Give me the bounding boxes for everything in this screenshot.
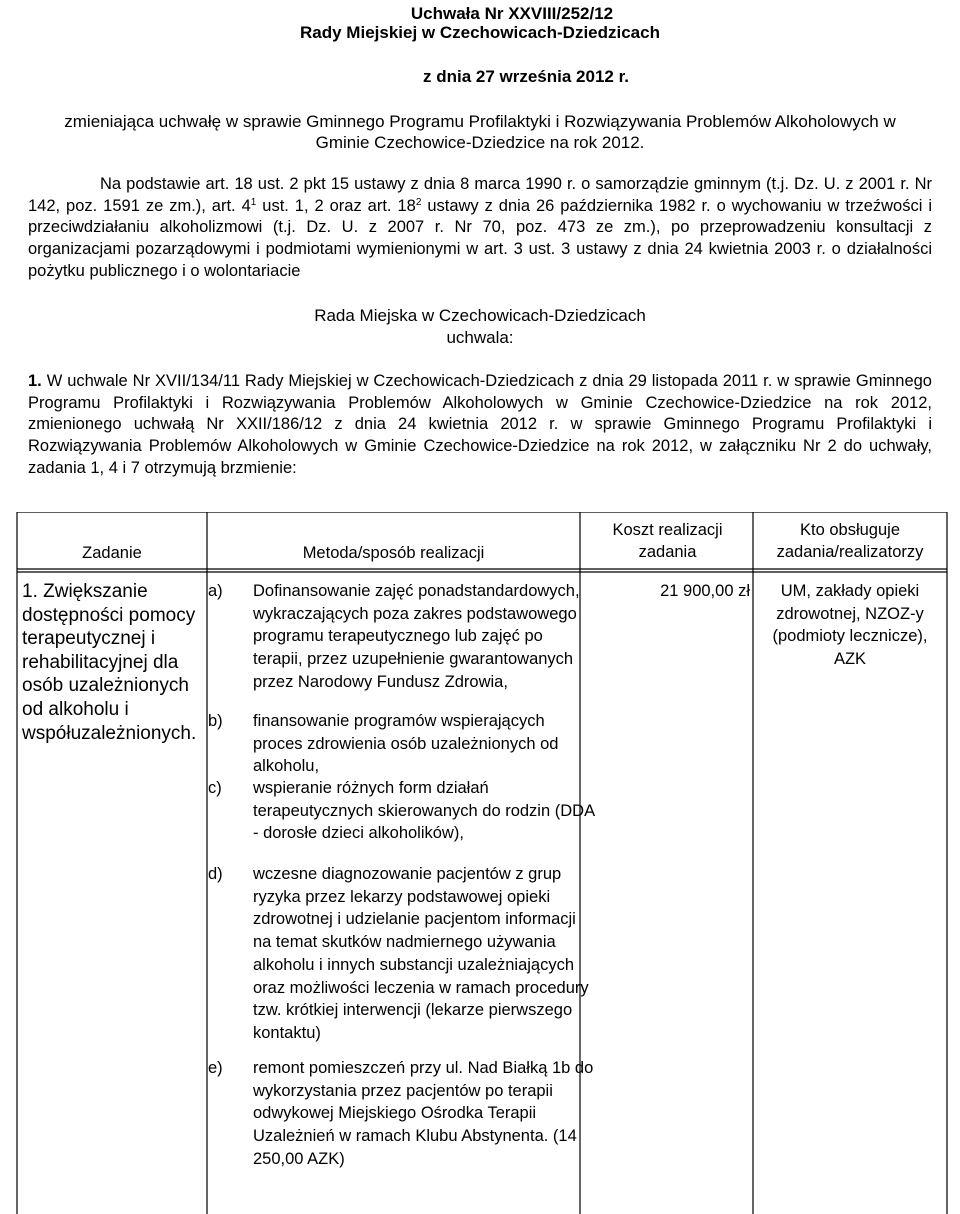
item-letter-e: e) xyxy=(208,1059,223,1077)
council-name: Rada Miejska w Czechowicach-Dziedzicach xyxy=(314,306,646,325)
council-line: Rady Miejskiej w Czechowicach-Dziedzicach xyxy=(300,23,660,42)
resolution-title: Uchwała Nr XXVIII/252/12 xyxy=(410,4,614,23)
section-1-number: 1. xyxy=(28,372,42,390)
item-text-c: wspieranie różnych form działań terapeutycznych skierowanych do rodzin (DDA - dorosłe dzieci alkoholików), xyxy=(253,779,595,843)
resolution-subject: zmieniająca uchwałę w sprawie Gminnego Programu Profilaktyki i Rozwiązywania Problemów Alkoholowych w Gminie Czechowice-Dziedzice na rok 2012. xyxy=(64,112,896,152)
task-1-executors: UM, zakłady opieki zdrowotnej, NZOZ-y (podmioty lecznicze), AZK xyxy=(772,582,928,669)
legal-basis: Na podstawie art. 18 ust. 2 pkt 15 ustawy z dnia 8 marca 1990 r. o samorządzie gminnym (t.j. Dz. U. z 2001 r. Nr 142, poz. 1591 ze zm.), art. $4^1$ ust. 1, 2 oraz art. $18^2$ ustawy z dnia 26 października 1982 r. o wychowaniu w trzeźwości i przeciwdziałaniu alkoholizmowi (t.j. Dz. U. z 2007 r. Nr 70, poz. 473 ze zm.), po przeprowadzeniu konsultacji z organizacjami pozarządowymi i podmiotami wymienionymi w art. 3 ust. 3 ustawy z dnia 24 kwietnia 2003 r. o działalności pożytku publicznego i o wolontariacie xyxy=(28,175,932,280)
section-1: 1. W uchwale Nr XVII/134/11 Rady Miejskiej w Czechowicach-Dziedzicach z dnia 29 listopada 2011 r. w sprawie Gminnego Programu Profilaktyki i Rozwiązywania Problemów Alkoholowych w Gminie Czechowice-Dziedzice na rok 2012, zmienionego uchwałą Nr XXII/186/12 z dnia 24 kwietnia 2012 r. w sprawie Gminnego Programu Profilaktyki i Rozwiązywania Problemów Alkoholowych w Gminie Czechowice-Dziedzice na rok 2012, w załączniku Nr 2 do uchwały, zadania 1, 4 i 7 otrzymują brzmienie: xyxy=(28,372,932,477)
item-letter-b: b) xyxy=(208,712,223,730)
table-header-task: Zadanie xyxy=(82,544,142,562)
item-letter-a: a) xyxy=(208,582,223,600)
table-header-cost: Koszt realizacji zadania xyxy=(612,521,723,561)
table-header-method: Metoda/sposób realizacji xyxy=(302,544,485,562)
item-text-b: finansowanie programów wspierających proces zdrowienia osób uzależnionych od alkoholu, xyxy=(253,712,559,776)
resolves-heading: uchwala: xyxy=(446,328,514,347)
item-letter-d: d) xyxy=(208,865,223,883)
item-text-a: Dofinansowanie zajęć ponadstandardowych, wykraczających poza zakres podstawowego programu terapeutycznego lub zajęć po terapii, przez uzupełnienie gwarantowanych przez Narodowy Fundusz Zdrowia, xyxy=(253,582,580,691)
item-text-e: remont pomieszczeń przy ul. Nad Białką 1b do wykorzystania przez pacjentów po terapii odwykowej Miejskiego Ośrodka Terapii Uzależnień w ramach Klubu Abstynenta. (14 250,00 AZK) xyxy=(253,1059,594,1168)
task-1-name: 1. Zwiększanie dostępności pomocy terapeutycznej i rehabilitacyjnej dla osób uzależnionych od alkoholu i współuzależnionych. xyxy=(22,581,197,744)
item-letter-c: c) xyxy=(208,779,222,797)
table-header-who: Kto obsługuje zadania/realizatorzy xyxy=(776,521,924,561)
resolution-date: z dnia 27 września 2012 r. xyxy=(422,67,629,86)
task-1-cost: 21 900,00 zł xyxy=(660,582,750,600)
item-text-d: wczesne diagnozowanie pacjentów z grup ryzyka przez lekarzy podstawowej opieki zdrowotnej i udzielanie pacjentom informacji na temat skutków nadmiernego używania alkoholu i innych substancji uzależniających oraz możliwości leczenia w ramach procedury tzw. krótkiej interwencji (lekarze pierwszego kontaktu) xyxy=(253,865,589,1042)
